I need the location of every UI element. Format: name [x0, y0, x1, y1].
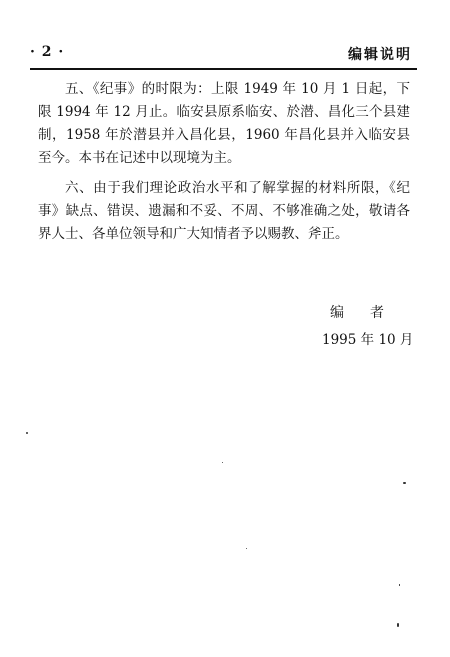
header-rule — [30, 68, 417, 70]
signature-block — [0, 302, 450, 352]
section-title: 编辑说明 — [348, 47, 412, 63]
scan-speck — [26, 432, 28, 434]
scan-speck — [246, 548, 247, 549]
page-number: · 2 · — [30, 44, 65, 60]
body-text — [38, 78, 410, 253]
paragraph-time-limit: 五、《纪事》的时限为：上限 1949 年 10 月 1 日起，下限 1994 年 12 月止。临安县原系临安、於潜、昌化三个县建制，1958 年於潜县并入昌化县，1960 年昌化县并入临安县至今。本书在记述中以现境为主。 — [38, 81, 410, 166]
signature-date: 1995 年 10 月 — [322, 332, 414, 348]
signature-editor: 编 者 — [330, 305, 390, 321]
running-head — [30, 44, 417, 66]
paragraph-feedback: 六、由于我们理论政治水平和了解掌握的材料所限，《纪事》缺点、错误、遗漏和不妥、不周、不够准确之处，敬请各界人士、各单位领导和广大知情者予以赐教、斧正。 — [38, 180, 410, 242]
scan-speck — [399, 584, 400, 586]
scan-speck — [403, 482, 406, 484]
scan-speck — [222, 462, 223, 463]
scan-speck — [397, 623, 399, 627]
